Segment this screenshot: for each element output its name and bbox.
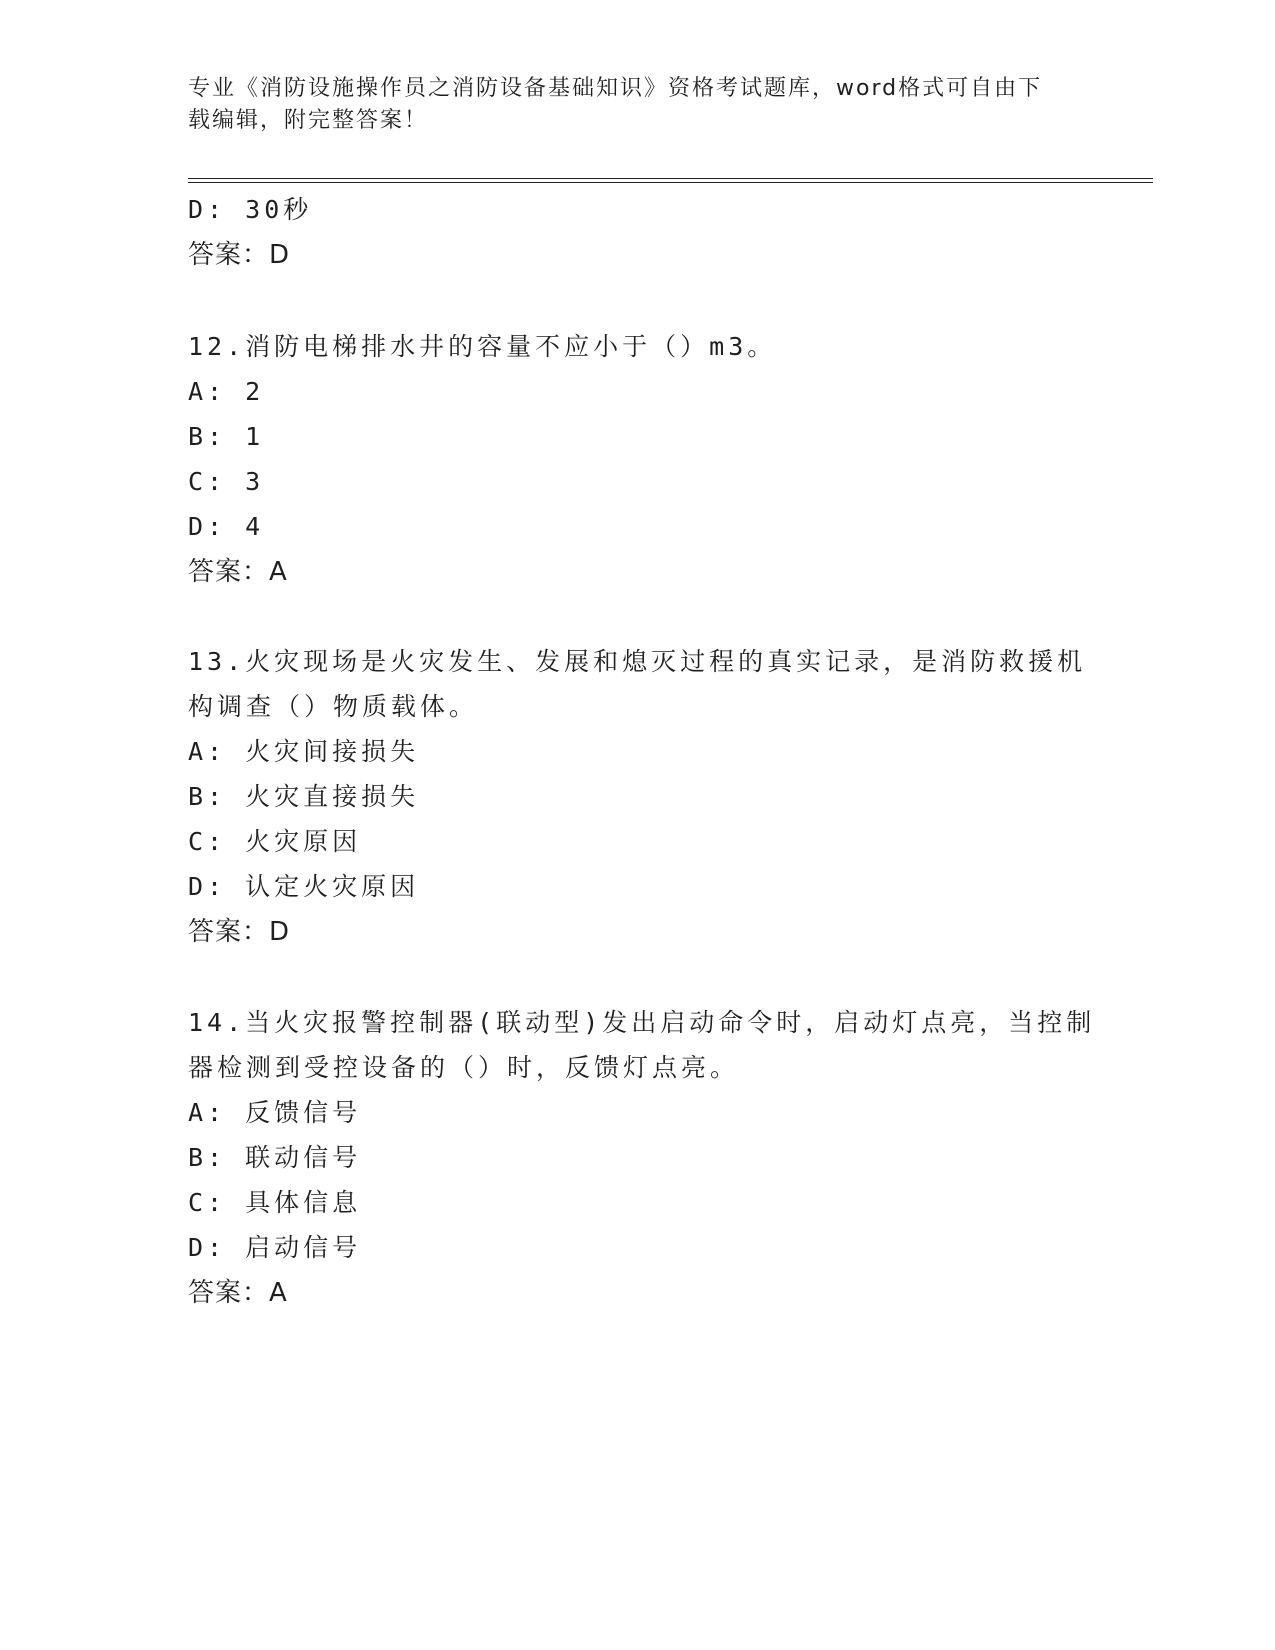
q14-option-c: C: 具体信息 xyxy=(188,1188,362,1217)
q13-option-a: A: 火灾间接损失 xyxy=(188,737,420,766)
header-divider-bottom xyxy=(188,182,1153,183)
q13-option-b: B: 火灾直接损失 xyxy=(188,782,420,811)
q14-stem-line-1: 14.当火灾报警控制器(联动型)发出启动命令时，启动灯点亮，当控制 xyxy=(188,1008,1096,1037)
q13-answer: 答案：D xyxy=(188,917,291,947)
q11-answer: 答案：D xyxy=(188,240,291,270)
q14-answer: 答案：A xyxy=(188,1278,288,1308)
q12-option-d: D: 4 xyxy=(188,512,265,541)
q12-option-a: A: 2 xyxy=(188,377,265,406)
q12-stem: 12.消防电梯排水井的容量不应小于（）m3。 xyxy=(188,332,777,361)
q12-answer: 答案：A xyxy=(188,557,288,587)
q14-option-d: D: 启动信号 xyxy=(188,1233,362,1262)
q14-stem-line-2: 器检测到受控设备的（）时，反馈灯点亮。 xyxy=(188,1053,740,1082)
header-divider-top xyxy=(188,178,1153,179)
header-line-2: 载编辑，附完整答案！ xyxy=(188,108,429,133)
q13-stem-line-2: 构调查（）物质载体。 xyxy=(188,692,479,721)
q14-option-b: B: 联动信号 xyxy=(188,1143,362,1172)
q13-option-c: C: 火灾原因 xyxy=(188,827,362,856)
q12-option-c: C: 3 xyxy=(188,467,265,496)
q13-option-d: D: 认定火灾原因 xyxy=(188,872,420,901)
header-line-1: 专业《消防设施操作员之消防设备基础知识》资格考试题库，word格式可自由下 xyxy=(188,76,1043,101)
q14-option-a: A: 反馈信号 xyxy=(188,1098,362,1127)
q11-option-d: D: 30秒 xyxy=(188,195,313,224)
q13-stem-line-1: 13.火灾现场是火灾发生、发展和熄灭过程的真实记录，是消防救援机 xyxy=(188,647,1087,676)
q12-option-b: B: 1 xyxy=(188,422,265,451)
document-header xyxy=(188,73,1088,137)
